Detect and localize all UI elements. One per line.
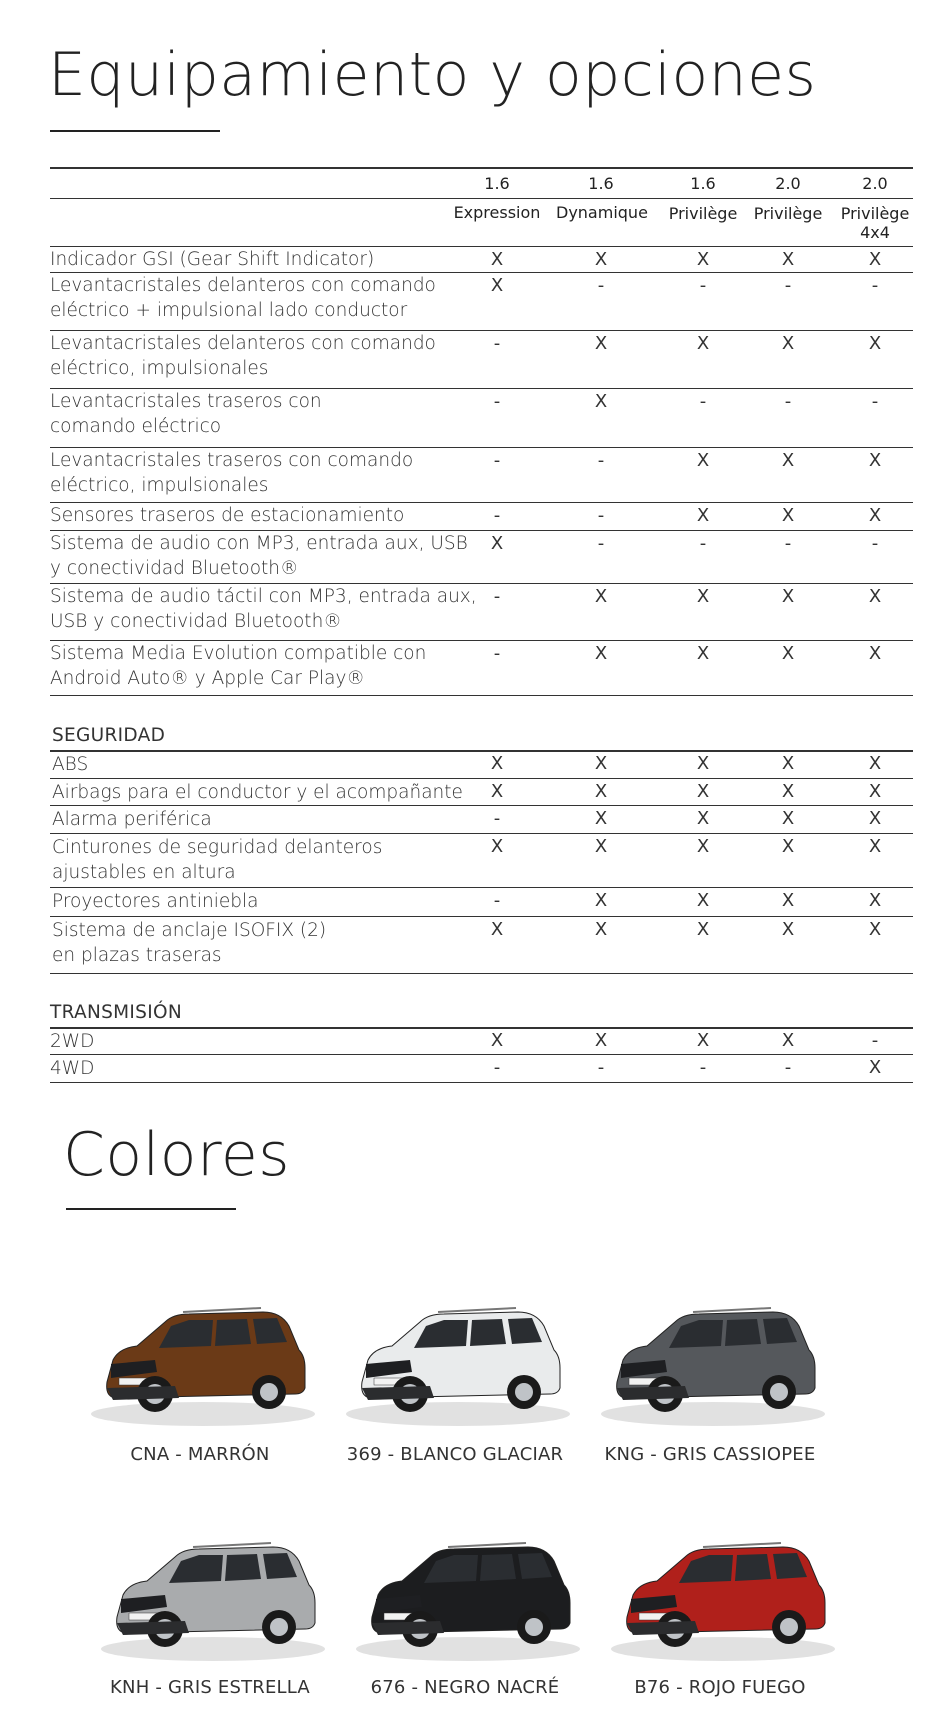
equipment-label: Levantacristales delanteros con comando eléctrico + impulsional lado conductor [50,275,436,321]
equipment-label: Sistema de audio táctil con MP3, entrada aux, USB y conectividad Bluetooth® [50,586,477,632]
seguridad-value: X [490,753,504,774]
equipment-value: - [597,505,605,526]
equipment-label: Sensores traseros de estacionamiento [50,505,405,526]
seguridad-value: X [490,836,504,857]
seguridad-value: X [868,781,882,802]
column-trim: Privilège 4x4 [840,204,910,242]
table-rule [50,833,913,834]
color-label: KNH - GRIS ESTRELLA [110,1677,310,1698]
transmision-value: - [597,1057,605,1078]
section-title-seguridad: SEGURIDAD [52,725,166,746]
column-trim: Expression [453,203,541,222]
equipment-value: X [696,249,710,270]
column-engine: 1.6 [690,174,716,193]
table-rule [50,167,913,169]
seguridad-label: Cinturones de seguridad delanteros ajustables en altura [52,837,383,883]
equipment-value: - [871,533,879,554]
equipment-value: - [493,450,501,471]
equipment-value: - [784,533,792,554]
equipment-value: - [597,450,605,471]
title-underline [50,130,220,132]
equipment-value: X [868,249,882,270]
car-image [350,1525,580,1665]
car-image [605,1525,835,1665]
equipment-value: - [699,275,707,296]
car-image [340,1290,570,1430]
transmision-value: - [699,1057,707,1078]
equipment-value: X [781,643,795,664]
transmision-label: 4WD [50,1058,95,1079]
equipment-label: Levantacristales traseros con comando eléctrico, impulsionales [50,450,414,496]
seguridad-value: X [696,781,710,802]
equipment-value: - [493,586,501,607]
column-engine: 2.0 [775,174,801,193]
table-rule [50,1027,913,1029]
seguridad-value: X [781,836,795,857]
equipment-label: Levantacristales delanteros con comando eléctrico, impulsionales [50,333,436,379]
equipment-value: X [781,333,795,354]
equipment-label: Sistema Media Evolution compatible con Android Auto® y Apple Car Play® [50,643,427,689]
equipment-value: - [784,275,792,296]
equipment-value: X [696,505,710,526]
equipment-value: - [493,391,501,412]
equipment-value: - [784,391,792,412]
car-image [95,1525,325,1665]
equipment-value: - [699,533,707,554]
seguridad-value: X [594,808,608,829]
transmision-value: X [490,1030,504,1051]
transmision-value: - [493,1057,501,1078]
table-rule [50,973,913,974]
column-engine: 1.6 [484,174,510,193]
equipment-label: Indicador GSI (Gear Shift Indicator) [50,249,375,270]
equipment-value: X [594,249,608,270]
transmision-value: X [594,1030,608,1051]
equipment-value: X [868,333,882,354]
colors-title: Colores [63,1120,291,1190]
color-label: B76 - ROJO FUEGO [634,1677,806,1698]
column-engine: 1.6 [588,174,614,193]
seguridad-value: X [781,753,795,774]
seguridad-label: Alarma periférica [52,809,212,830]
transmision-value: - [784,1057,792,1078]
equipment-value: - [871,391,879,412]
seguridad-value: X [696,836,710,857]
transmision-label: 2WD [50,1031,95,1052]
seguridad-label: Proyectores antiniebla [52,891,259,912]
equipment-value: X [696,450,710,471]
transmision-value: X [696,1030,710,1051]
equipment-value: X [781,249,795,270]
equipment-value: X [490,249,504,270]
transmision-value: X [781,1030,795,1051]
seguridad-value: X [781,919,795,940]
equipment-value: X [868,643,882,664]
equipment-value: X [868,586,882,607]
equipment-value: - [699,391,707,412]
color-label: KNG - GRIS CASSIOPEE [604,1444,816,1465]
table-rule [50,750,913,752]
equipment-value: - [597,275,605,296]
equipment-value: X [594,391,608,412]
seguridad-value: X [868,836,882,857]
seguridad-value: X [868,919,882,940]
equipment-value: X [781,450,795,471]
table-rule [50,1054,913,1055]
color-label: 676 - NEGRO NACRÉ [370,1677,560,1698]
seguridad-label: Airbags para el conductor y el acompañante [52,782,463,803]
column-trim: Dynamique [556,203,648,222]
seguridad-value: X [594,919,608,940]
car-image [85,1290,315,1430]
equipment-value: X [594,333,608,354]
transmision-value: X [868,1057,882,1078]
section-title-transmision: TRANSMISIÓN [50,1002,182,1023]
column-trim: Privilège [753,204,823,223]
seguridad-value: X [490,919,504,940]
column-trim: Privilège [668,204,738,223]
equipment-value: X [781,505,795,526]
equipment-value: X [490,275,504,296]
equipment-value: X [594,586,608,607]
seguridad-value: X [696,808,710,829]
seguridad-value: X [594,890,608,911]
page-title: Equipamiento y opciones [48,40,817,110]
transmision-value: - [871,1030,879,1051]
table-rule [50,916,913,917]
equipment-value: X [696,643,710,664]
seguridad-value: X [594,753,608,774]
equipment-label: Levantacristales traseros con comando eléctrico [50,391,322,437]
equipment-value: - [597,533,605,554]
seguridad-value: - [493,808,501,829]
seguridad-value: X [781,781,795,802]
color-label: 369 - BLANCO GLACIAR [346,1444,564,1465]
equipment-value: X [594,643,608,664]
seguridad-value: X [594,781,608,802]
seguridad-label: Sistema de anclaje ISOFIX (2) en plazas traseras [52,920,327,966]
seguridad-value: X [696,753,710,774]
equipment-value: X [490,533,504,554]
table-rule [50,198,913,199]
table-rule [50,805,913,806]
equipment-value: X [868,450,882,471]
equipment-value: - [493,505,501,526]
table-rule [50,778,913,779]
equipment-value: X [868,505,882,526]
color-label: CNA - MARRÓN [130,1444,270,1465]
seguridad-value: X [490,781,504,802]
car-image [595,1290,825,1430]
equipment-value: X [696,586,710,607]
seguridad-value: X [781,808,795,829]
colors-title-underline [66,1208,236,1210]
equipment-value: - [871,275,879,296]
seguridad-value: X [868,890,882,911]
seguridad-value: X [868,808,882,829]
seguridad-value: - [493,890,501,911]
equipment-label: Sistema de audio con MP3, entrada aux, USB y conectividad Bluetooth® [50,533,468,579]
equipment-value: X [696,333,710,354]
table-rule [50,1082,913,1083]
seguridad-value: X [781,890,795,911]
seguridad-value: X [868,753,882,774]
seguridad-value: X [696,919,710,940]
column-engine: 2.0 [862,174,888,193]
seguridad-value: X [696,890,710,911]
table-rule [50,695,913,696]
seguridad-value: X [594,836,608,857]
equipment-value: X [781,586,795,607]
seguridad-label: ABS [52,754,89,775]
table-rule [50,887,913,888]
equipment-value: - [493,333,501,354]
equipment-value: - [493,643,501,664]
